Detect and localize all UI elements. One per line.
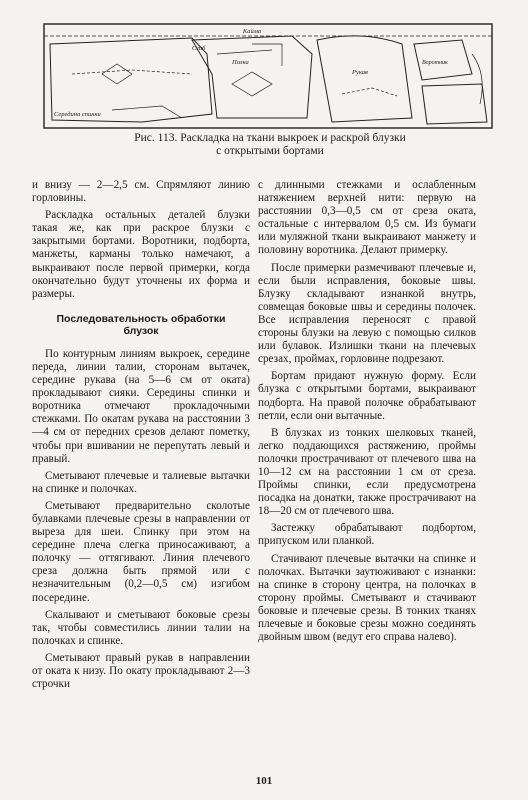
label-seredina-spinki: Середина спинки xyxy=(54,111,101,118)
back-hem-curve xyxy=(112,106,182,118)
front-piece xyxy=(192,36,312,118)
caption-line-1: Рис. 113. Раскладка на ткани выкроек и раскрой блузки xyxy=(134,132,406,144)
pattern-layout-figure xyxy=(42,14,494,132)
paragraph: Бортам придают нужную форму. Если блузка с открытыми бортами, выкраивают подборта. На правой полочке обрабатывают петли, если они вытачные. xyxy=(258,370,476,422)
back-piece xyxy=(50,38,212,122)
label-polka: Полка xyxy=(232,59,249,66)
paragraph: Застежку обрабатывают подбортом, припуском или планкой. xyxy=(258,522,476,548)
cuff-piece xyxy=(422,84,487,124)
back-dart xyxy=(102,64,132,84)
paragraph: с длинными стежками и ослабленным натяжением верхней нити: первую на расстоянии 0,3—0,5 см от среза оката, остальные с интервалом 0,5 см. Из бумаги или муляжной ткани выкраивают манжету и половину воротника. Делают примерку. xyxy=(258,179,476,257)
facing-curve xyxy=(472,54,482,104)
label-kaima: Кайма xyxy=(242,28,262,35)
paragraph: Скалывают и сметывают боковые срезы так, чтобы совместились линии талии на полочках и спинке. xyxy=(32,608,250,647)
paragraph: Сметывают предварительно сколотые булавками плечевые срезы в направлении от выреза для шеи. Спинку при этом на середине плеча слегка приносаживают, а полочку — оттягивают. Линия плечевого среза должна быть прямой или с незначительным (0,2—0,5 см) изгибом посередине. xyxy=(32,499,250,604)
label-sgib: Сгиб xyxy=(192,45,206,52)
fabric-outline xyxy=(44,24,492,128)
front-collar-guide xyxy=(252,44,282,66)
paragraph: После примерки размечивают плечевые и, если были исправления, боковые швы. Блузку складывают изнанкой внутрь, совмещая боковые швы и середины полочек. Все исправления переносят с правой стороны блузки на левую с помощью силков или булавок. Излишки ткани на плечевых срезах, проймах, горловине подрезают. xyxy=(258,261,476,366)
figure-caption xyxy=(60,132,480,158)
paragraph: В блузках из тонких шелковых тканей, легко поддающихся растяжению, проймы полочки прострачивают от плечевого шва на 10—12 см на расстоянии 1 см от среза. Проймы спинки, если предусмотрена посадка на донатки, также прострачивают на 18—20 см от плечевого шва. xyxy=(258,426,476,518)
sleeve-line xyxy=(342,88,397,96)
left-column xyxy=(32,179,250,695)
sleeve-piece xyxy=(317,36,412,122)
label-rukav: Рукав xyxy=(352,69,368,76)
paragraph: По контурным линиям выкроек, середине переда, линии талии, сторонам вытачек, середине рукава (на 5—6 см от оката) прокладывают сияки. Середины спинки и воротника отмечают прокладочными стежками. По окатам рукава на расстоянии 3—4 см от передних срезов делают пометку, чтобы при вшивании не перепутать левый и правый. xyxy=(32,347,250,465)
page-number: 101 xyxy=(255,775,273,787)
pattern-layout-drawing xyxy=(42,14,494,132)
paragraph: Стачивают плечевые вытачки на спинке и полочках. Вытачки заутюживают с изнанки: на спинке в сторону центра, на полочках в сторону проймы. Сметывают и стачивают боковые и плечевые срезы. В тонких тканях плечевые и боковые срезы можно соединять двойным швом (ведут его справа налево). xyxy=(258,552,476,644)
back-dart-line xyxy=(72,70,192,74)
caption-line-2: с открытыми бортами xyxy=(216,145,324,157)
paragraph: Сметывают правый рукав в направлении от оката к низу. По окату прокладывают 2—3 строчки xyxy=(32,651,250,691)
right-column xyxy=(258,179,476,648)
front-grain-line xyxy=(217,50,272,54)
label-vorotnik: Воротник xyxy=(422,60,448,66)
paragraph: Сметывают плечевые и талиевые вытачки на спинке и полочках. xyxy=(32,469,250,495)
section-heading: Последовательность обработки блузок xyxy=(56,312,226,338)
front-dart xyxy=(232,72,272,96)
paragraph: Раскладка остальных деталей блузки такая же, как при раскрое блузки с закрытыми бортами. Воротники, подборта, манжеты, карманы только намечают, а выкраивают после первой примерки, когда окончательно будут уточнены их форма и размеры. xyxy=(32,209,250,300)
paragraph: и внизу — 2—2,5 см. Спрямляют линию горловины. xyxy=(32,179,250,205)
